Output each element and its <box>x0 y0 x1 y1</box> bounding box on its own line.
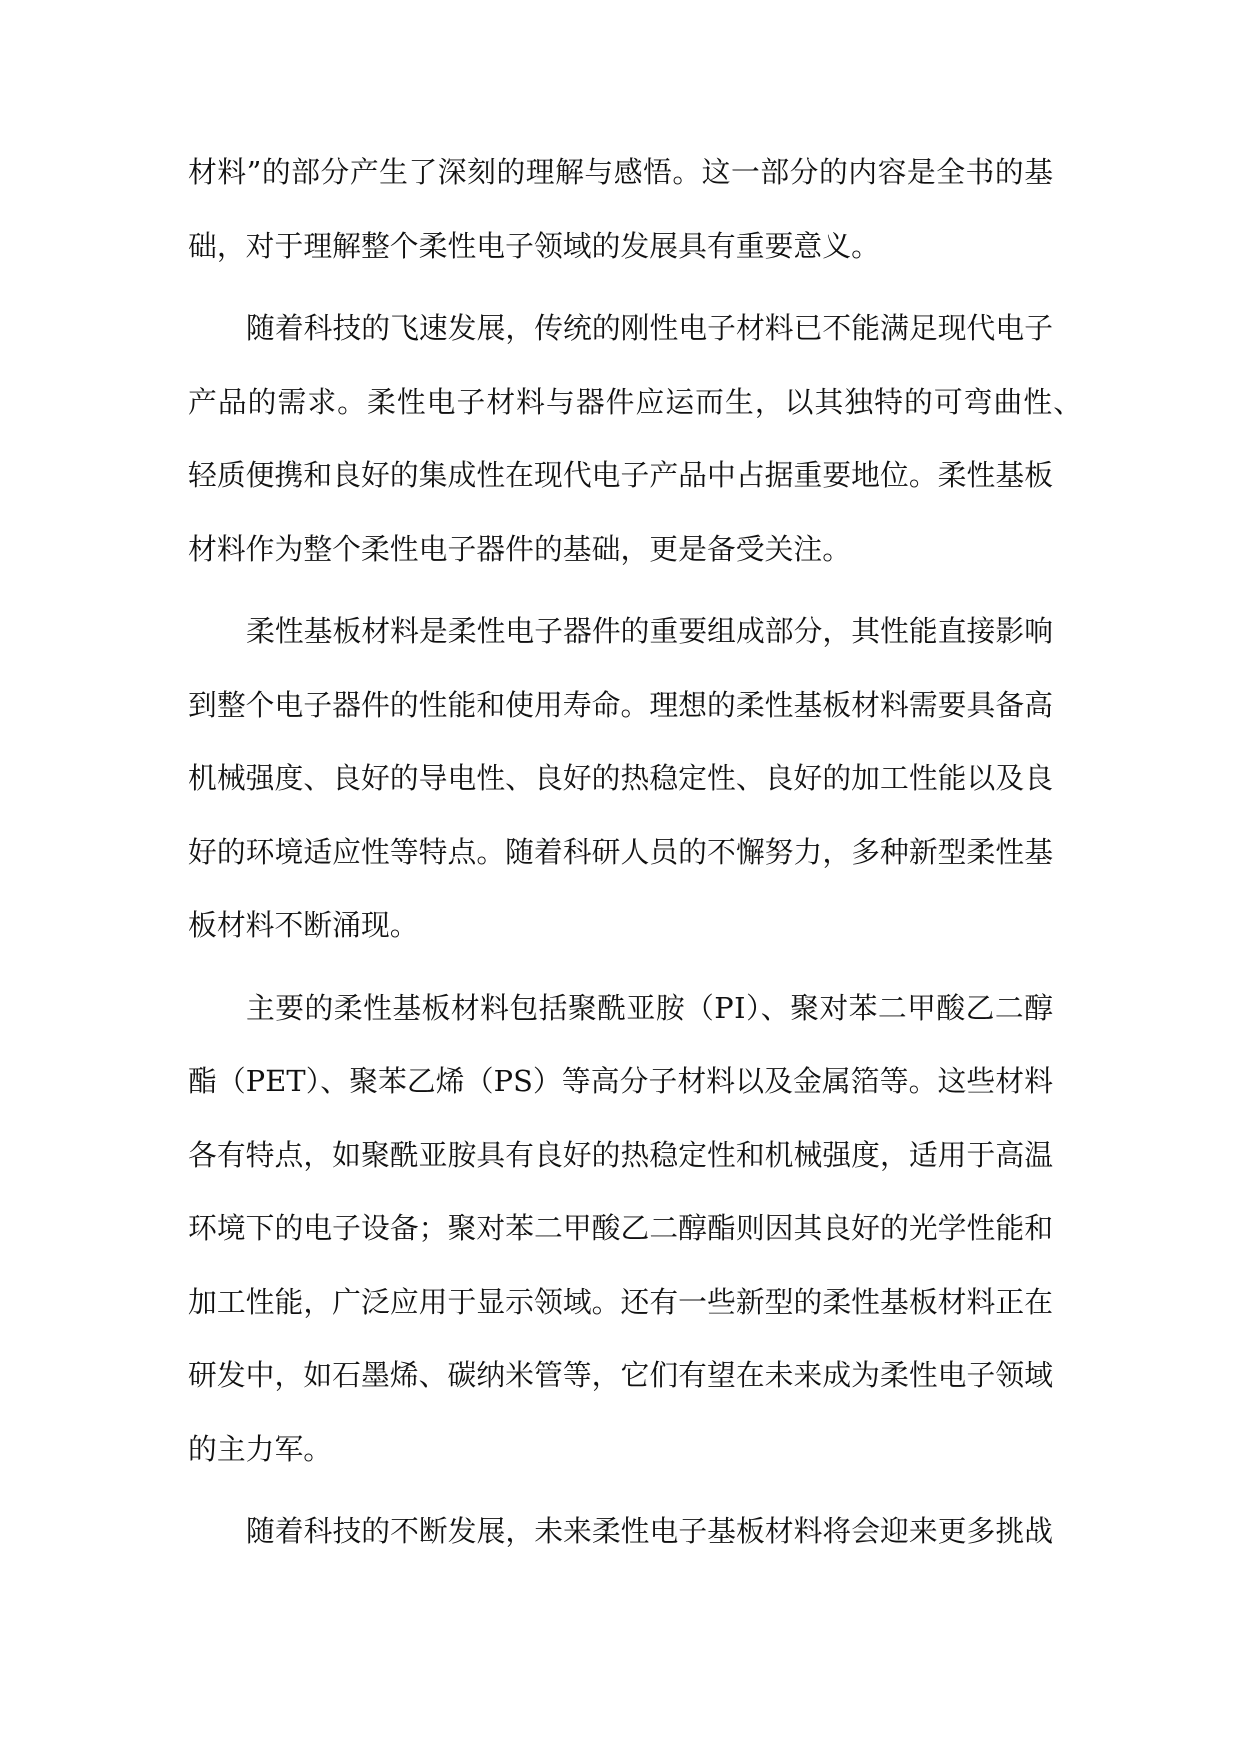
text-line: 产品的需求。柔性电子材料与器件应运而生，以其独特的可弯曲性、 <box>188 384 1084 419</box>
text-line: 随着科技的不断发展，未来柔性电子基板材料将会迎来更多挑战 <box>246 1514 1054 1548</box>
text-line: 的主力军。 <box>188 1431 333 1466</box>
paragraph <box>188 136 1053 283</box>
text-line: 材料”的部分产生了深刻的理解与感悟。这一部分的内容是全书的基 <box>188 155 1054 189</box>
text-line: 环境下的电子设备；聚对苯二甲酸乙二醇酯则因其良好的光学性能和 <box>188 1211 1054 1245</box>
text-line: 到整个电子器件的性能和使用寿命。理想的柔性基板材料需要具备高 <box>188 687 1054 722</box>
text-line: 各有特点，如聚酰亚胺具有良好的热稳定性和机械强度，适用于高温 <box>188 1137 1054 1172</box>
text-line: 主要的柔性基板材料包括聚酰亚胺（PI）、聚对苯二甲酸乙二醇 <box>246 990 1054 1025</box>
text-line: 研发中，如石墨烯、碳纳米管等，它们有望在未来成为柔性电子领域 <box>188 1358 1054 1392</box>
text-line: 础，对于理解整个柔性电子领域的发展具有重要意义。 <box>188 228 880 263</box>
text-line: 板材料不断涌现。 <box>188 908 419 942</box>
paragraph <box>188 595 1053 963</box>
text-line: 随着科技的飞速发展，传统的刚性电子材料已不能满足现代电子 <box>246 311 1054 345</box>
text-line: 酯（PET）、聚苯乙烯（PS）等高分子材料以及金属箔等。这些材料 <box>188 1064 1054 1098</box>
text-line: 材料作为整个柔性电子器件的基础，更是备受关注。 <box>188 531 852 566</box>
text-line: 轻质便携和良好的集成性在现代电子产品中占据重要地位。柔性基板 <box>188 458 1054 492</box>
paragraph <box>188 972 1053 1487</box>
text-line: 机械强度、良好的导电性、良好的热稳定性、良好的加工性能以及良 <box>188 761 1054 795</box>
text-line: 好的环境适应性等特点。随着科研人员的不懈努力，多种新型柔性基 <box>188 834 1054 869</box>
text-line: 柔性基板材料是柔性电子器件的重要组成部分，其性能直接影响 <box>246 614 1054 648</box>
paragraph <box>188 1495 1053 1569</box>
body-text <box>188 136 1084 1569</box>
text-line: 加工性能，广泛应用于显示领域。还有一些新型的柔性基板材料正在 <box>188 1284 1054 1319</box>
paragraph <box>188 292 1084 586</box>
